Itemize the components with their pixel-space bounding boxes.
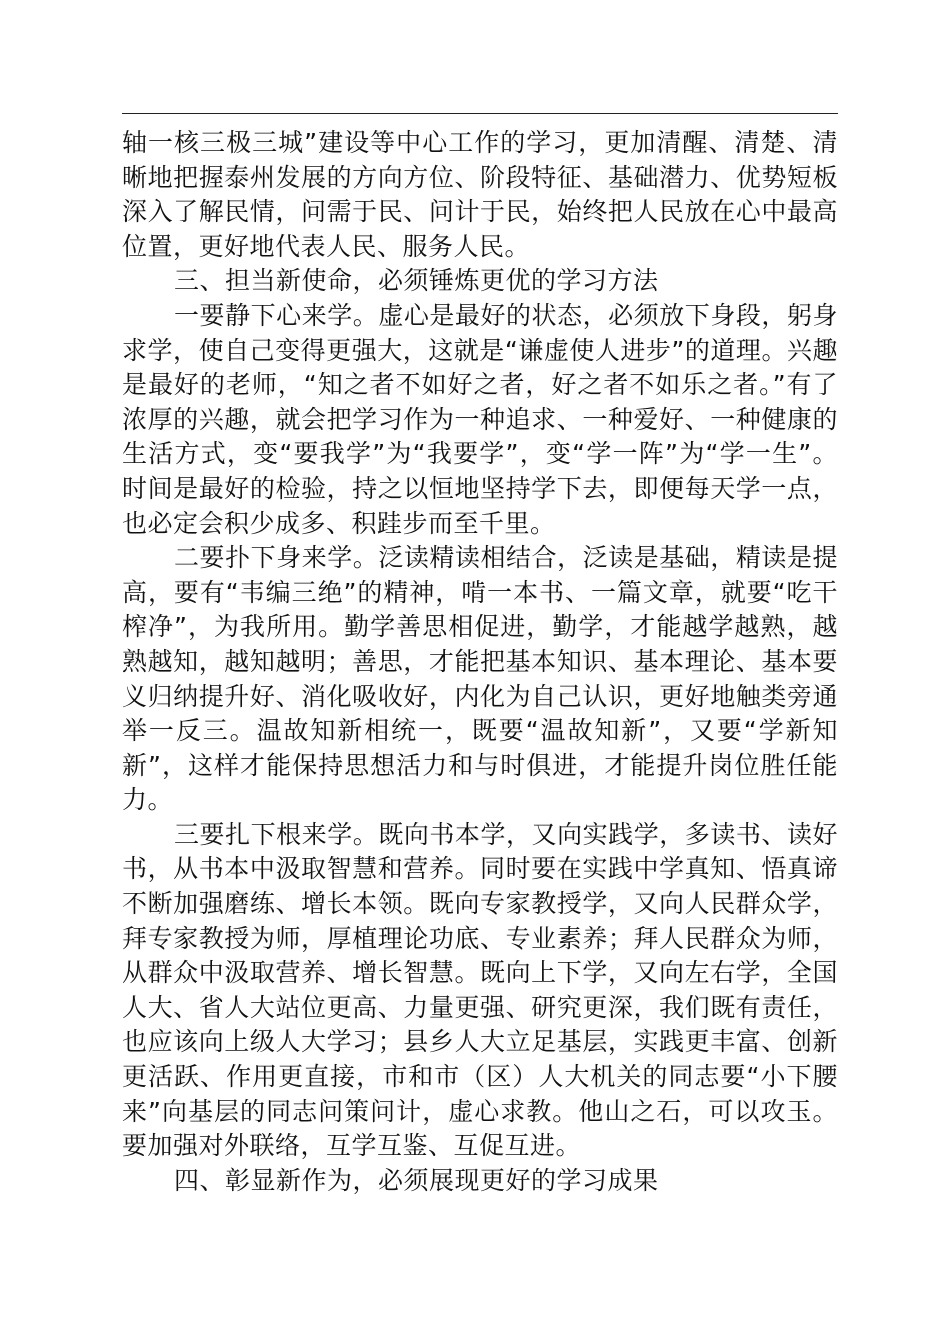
section-heading-4: 四、彰显新作为，必须展现更好的学习成果: [174, 1165, 659, 1195]
header-rule: [122, 113, 838, 114]
paragraph-continued: 轴一核三极三城”建设等中心工作的学习，更加清醒、清楚、清晰地把握泰州发展的方向方位、阶段特征、基础潜力、优势短板深入了解民情，问需于民、问计于民，始终把人民放在心中最高位置，更好地代表人民、服务人民。: [122, 128, 838, 261]
document-body: [122, 126, 838, 1198]
section-heading-3: 三、担当新使命，必须锤炼更优的学习方法: [174, 266, 659, 296]
paragraph-study-calmly: 一要静下心来学。虚心是最好的状态，必须放下身段，躬身求学，使自己变得更强大，这就是“谦虚使人进步”的道理。兴趣是最好的老师，“知之者不如好之者，好之者不如乐之者。”有了浓厚的兴趣，就会把学习作为一种追求、一种爱好、一种健康的生活方式，变“要我学”为“我要学”，变“学一阵”为“学一生”。时间是最好的检验，持之以恒地坚持学下去，即便每天学一点，也必定会积少成多、积跬步而至千里。: [122, 300, 838, 538]
paragraph-study-rooted: 三要扎下根来学。既向书本学，又向实践学，多读书、读好书，从书本中汲取智慧和营养。同时要在实践中学真知、悟真谛不断加强磨练、增长本领。既向专家教授学，又向人民群众学，拜专家教授为师，厚植理论功底、专业素养；拜人民群众为师，从群众中汲取营养、增长智慧。既向上下学，又向左右学，全国人大、省人大站位更高、力量更强、研究更深，我们既有责任，也应该向上级人大学习；县乡人大立足基层，实践更丰富、创新更活跃、作用更直接，市和市（区）人大机关的同志要“小下腰来”向基层的同志问策问计，虚心求教。他山之石，可以攻玉。要加强对外联络，互学互鉴、互促互进。: [122, 819, 838, 1161]
paragraph-study-diligently: 二要扑下身来学。泛读精读相结合，泛读是基础，精读是提高，要有“韦编三绝”的精神，啃一本书、一篇文章，就要“吃干榨净”，为我所用。勤学善思相促进，勤学，才能越学越熟，越熟越知，越知越明；善思，才能把基本知识、基本理论、基本要义归纳提升好、消化吸收好，内化为自己认识，更好地触类旁通举一反三。温故知新相统一，既要“温故知新”，又要“学新知新”，这样才能保持思想活力和与时俱进，才能提升岗位胜任能力。: [122, 543, 838, 815]
